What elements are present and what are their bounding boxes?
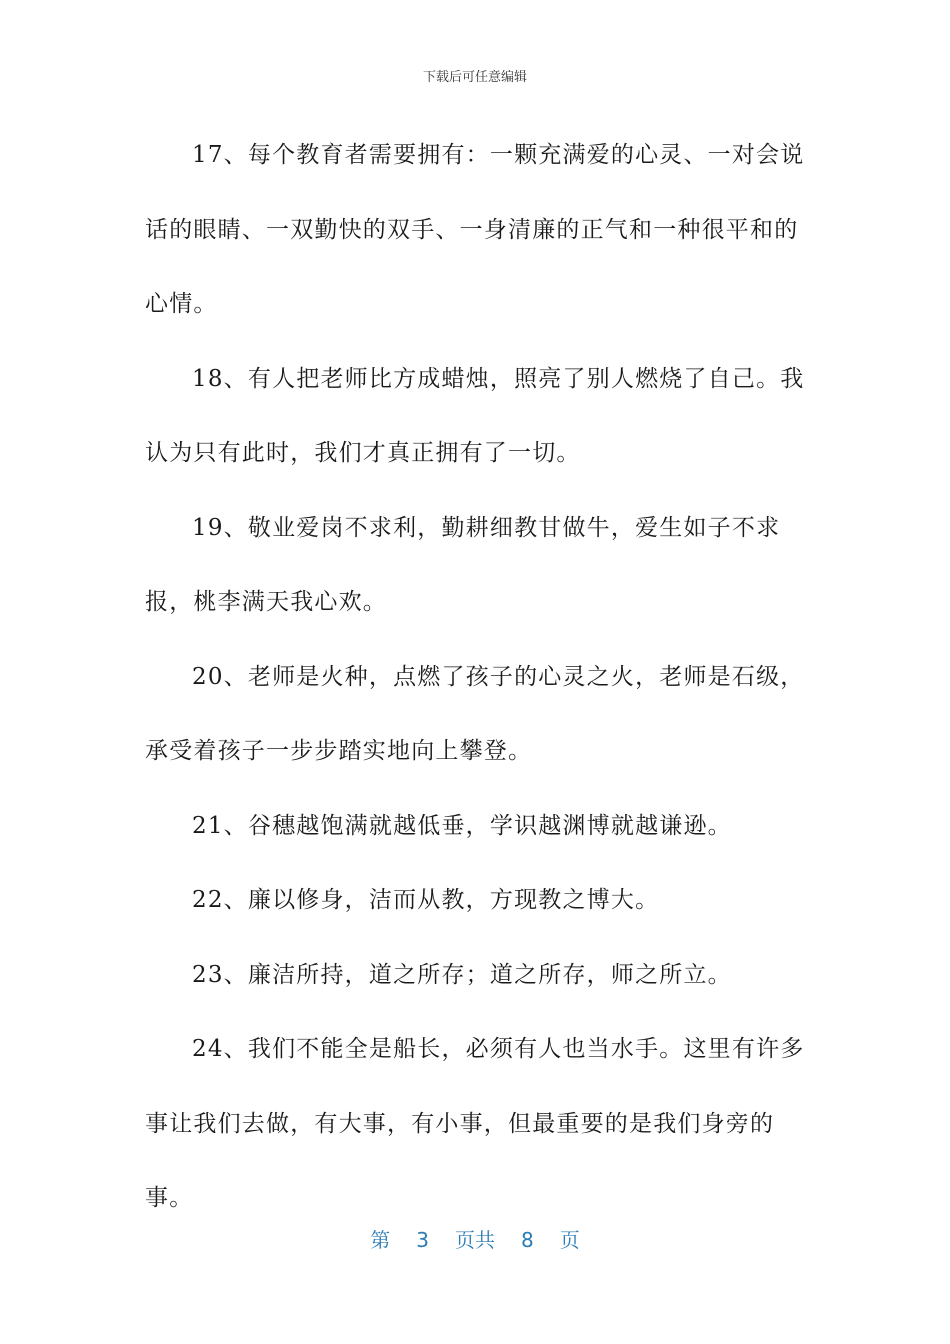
paragraph-23: 23、廉洁所持，道之所存；道之所存，师之所立。: [192, 961, 732, 988]
footer-suffix: 页: [559, 1228, 580, 1252]
document-body: [145, 118, 805, 1236]
footer-current-page: 3: [416, 1228, 429, 1252]
header-note: 下载后可任意编辑: [422, 70, 527, 85]
footer-total-pages: 8: [521, 1228, 534, 1252]
page-number-footer: [0, 1224, 950, 1253]
footer-middle: 页共: [455, 1228, 495, 1252]
paragraph-21: 21、谷穗越饱满就越低垂，学识越渊博就越谦逊。: [192, 812, 732, 839]
paragraph-19: 19、敬业爱岗不求利，勤耕细教甘做牛，爱生如子不求报，桃李满天我心欢。: [145, 514, 781, 615]
paragraph-24: 24、我们不能全是船长，必须有人也当水手。这里有许多事让我们去做，有大事，有小事，但最重要的是我们身旁的事。: [145, 1036, 805, 1211]
paragraph-22: 22、廉以修身，洁而从教，方现教之博大。: [192, 887, 660, 913]
paragraph-18: 18、有人把老师比方成蜡烛，照亮了别人燃烧了自己。我认为只有此时，我们才真正拥有了一切。: [145, 365, 805, 466]
footer-prefix: 第: [370, 1228, 391, 1252]
paragraph-17: 17、每个教育者需要拥有：一颗充满爱的心灵、一对会说话的眼睛、一双勤快的双手、一身清廉的正气和一种很平和的心情。: [145, 142, 805, 317]
paragraph-20: 20、老师是火种，点燃了孩子的心灵之火，老师是石级，承受着孩子一步步踏实地向上攀登。: [145, 663, 805, 764]
